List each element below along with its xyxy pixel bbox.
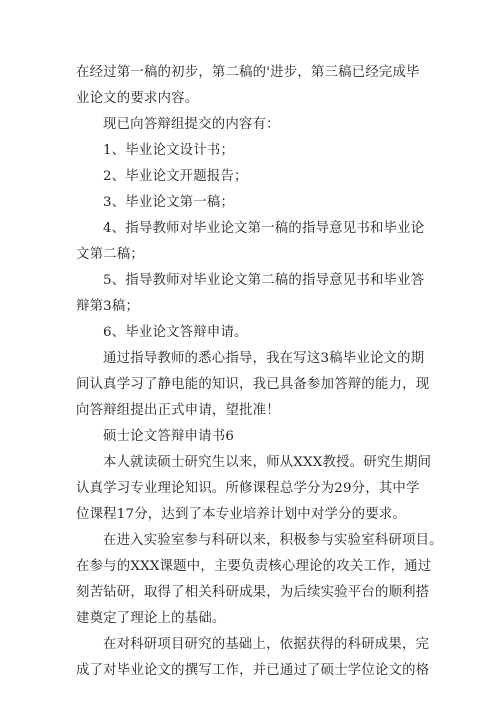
list-item-5: 5、指导教师对毕业论文第二稿的指导意见书和毕业答 <box>103 273 425 288</box>
list-item-6: 6、毕业论文答辩申请。 <box>103 325 248 340</box>
paragraph-line-3: 现已向答辩组提交的内容有： <box>103 117 280 132</box>
paragraph-line-1: 在经过第一稿的初步，第二稿的'进步，第三稿已经完成毕 <box>76 65 420 80</box>
paragraph-line-2: 业论文的要求内容。 <box>76 91 199 106</box>
paragraph-line-23: 在对科研项目研究的基础上，依据获得的科研成果，完 <box>103 637 430 652</box>
list-item-4: 4、指导教师对毕业论文第一稿的指导意见书和毕业论 <box>103 221 425 236</box>
paragraph-line-24: 成了对毕业论文的撰写工作，并已通过了硕士学位论文的格 <box>76 663 430 678</box>
paragraph-line-20: 在参与的XXX课题中，主要负责核心理论的攻关工作，通过 <box>76 559 432 574</box>
paragraph-line-21: 刻苦钻研，取得了相关科研成果，为后续实验平台的顺利搭 <box>76 585 430 600</box>
paragraph-line-13: 间认真学习了静电能的知识，我已具备参加答辩的能力，现 <box>76 377 430 392</box>
paragraph-line-17: 认真学习专业理论知识。所修课程总学分为29分，其中学 <box>76 481 420 496</box>
paragraph-line-12: 通过指导教师的悉心指导，我在写这3稿毕业论文的期 <box>103 351 425 366</box>
paragraph-line-14: 向答辩组提出正式申请，望批准！ <box>76 403 280 418</box>
list-item-2: 2、毕业论文开题报告； <box>103 169 248 184</box>
list-item-4-continued: 文第二稿； <box>76 247 144 262</box>
list-item-5-continued: 辩第3稿； <box>76 299 140 314</box>
paragraph-line-18: 位课程17分，达到了本专业培养计划中对学分的要求。 <box>76 507 407 522</box>
paragraph-line-22: 建奠定了理论上的基础。 <box>76 611 226 626</box>
paragraph-line-16: 本人就读硕士研究生以来，师从XXX教授。研究生期间 <box>103 455 432 470</box>
paragraph-line-19: 在进入实验室参与科研以来，积极参与实验室科研项目。 <box>103 533 443 548</box>
list-item-3: 3、毕业论文第一稿； <box>103 195 235 210</box>
section-heading: 硕士论文答辩申请书6 <box>103 429 235 444</box>
list-item-1: 1、毕业论文设计书； <box>103 143 235 158</box>
